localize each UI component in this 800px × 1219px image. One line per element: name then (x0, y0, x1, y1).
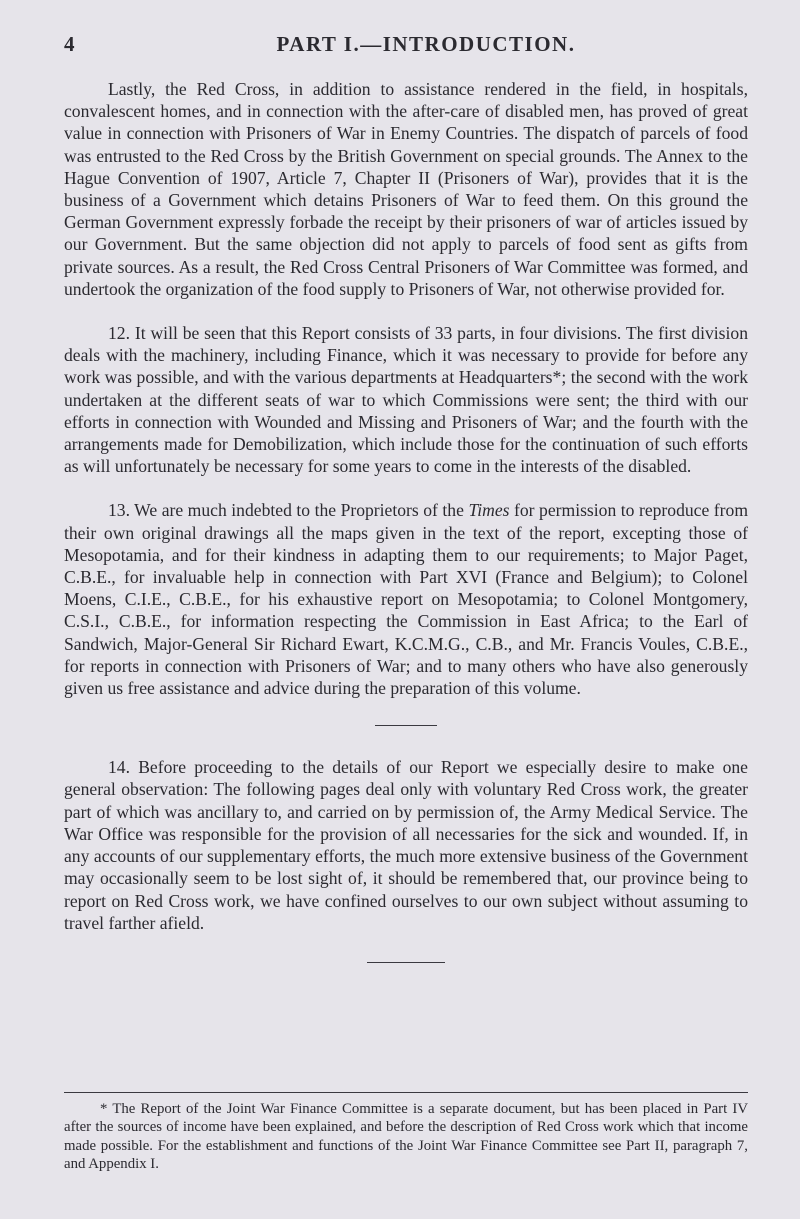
paragraph-13-start: 13. We are much indebted to the Proprietors of the (108, 500, 469, 521)
paragraph-lastly: Lastly, the Red Cross, in addition to assistance rendered in the field, in hospitals, convalescent homes, and in connection with the after-care of disabled men, has proved of great value in connection with Prisoners of War in Enemy Countries. The dispatch of parcels of food was entrusted to the Red Cross by the British Government on special grounds. The Annex to the Hague Convention of 1907, Article 7, Chapter II (Prisoners of War), provides that it is the business of a Government which detains Prisoners of War to feed them. On this ground the German Government expressly forbade the receipt by their prisoners of war of articles issued by our Government. But the same objection did not apply to parcels of food sent as gifts from private sources. As a result, the Red Cross Central Prisoners of War Committee was formed, and undertook the organization of the food supply to Prisoners of War, not otherwise provided for. (64, 79, 748, 299)
paragraph-12: 12. It will be seen that this Report consists of 33 parts, in four divisions. The first division deals with the machinery, including Finance, which it was necessary to provide for before any work was possible, and with the various departments at Headquarters*; the second with the work undertaken at the different seats of war to which Commissions were sent; the third with our efforts in connection with Wounded and Missing and Prisoners of War; and the fourth with the arrangements made for Demobilization, which include those for the continuation of such efforts as will unfortunately be necessary for some years to come in the interests of the disabled. (64, 323, 748, 477)
running-head: PART I.—INTRODUCTION. (276, 32, 576, 56)
body-text (64, 78, 748, 963)
page-header (64, 32, 748, 66)
paragraph-14: 14. Before proceeding to the details of our Report we especially desire to make one general observation: The following pages deal only with voluntary Red Cross work, the greater part of which was ancillary to, and carried on by permission of, the Army Medical Service. The War Office was responsible for the provision of all necessaries for the sick and wounded. If, in any accounts of our supplementary efforts, the much more extensive business of the Government may occasionally seem to be lost sight of, it should be remembered that, our province being to report on Red Cross work, we have confined ourselves to our own subject without assuming to travel farther afield. (64, 757, 748, 933)
footnote-rule (64, 1092, 748, 1093)
section-divider (375, 725, 437, 726)
footnote: * The Report of the Joint War Finance Committee is a separate document, but has been placed in Part IV after the sources of income have been explained, and before the description of Red Cross work which that income made possible. For the establishment and functions of the Joint War Finance Committee see Part II, paragraph 7, and Appendix I. (64, 1101, 748, 1173)
paragraph-13 (64, 499, 748, 699)
page-number: 4 (64, 32, 75, 56)
times-italic: Times (468, 500, 510, 521)
paragraph-gap (64, 300, 748, 322)
paragraph-gap (64, 477, 748, 499)
section-divider (367, 962, 445, 963)
paragraph-13-rest: for permission to reproduce from their own original drawings all the maps given in the text of the report, excepting those of Mesopotamia, and for their kindness in adapting them to our requirements; to Major Paget, C.B.E., for invaluable help in connection with Part XVI (France and Belgium); to Colonel Moens, C.I.E., C.B.E., for his exhaustive report on Mesopotamia; to Colonel Montgomery, C.S.I., C.B.E., for information respecting the Commission in East Africa; to the Earl of Sandwich, Major-General Sir Richard Ewart, K.C.M.G., C.B., and Mr. Francis Voules, C.B.E., for reports in connection with Prisoners of War; and to many others who have also generously given us free assistance and advice during the preparation of this volume. (64, 500, 749, 699)
